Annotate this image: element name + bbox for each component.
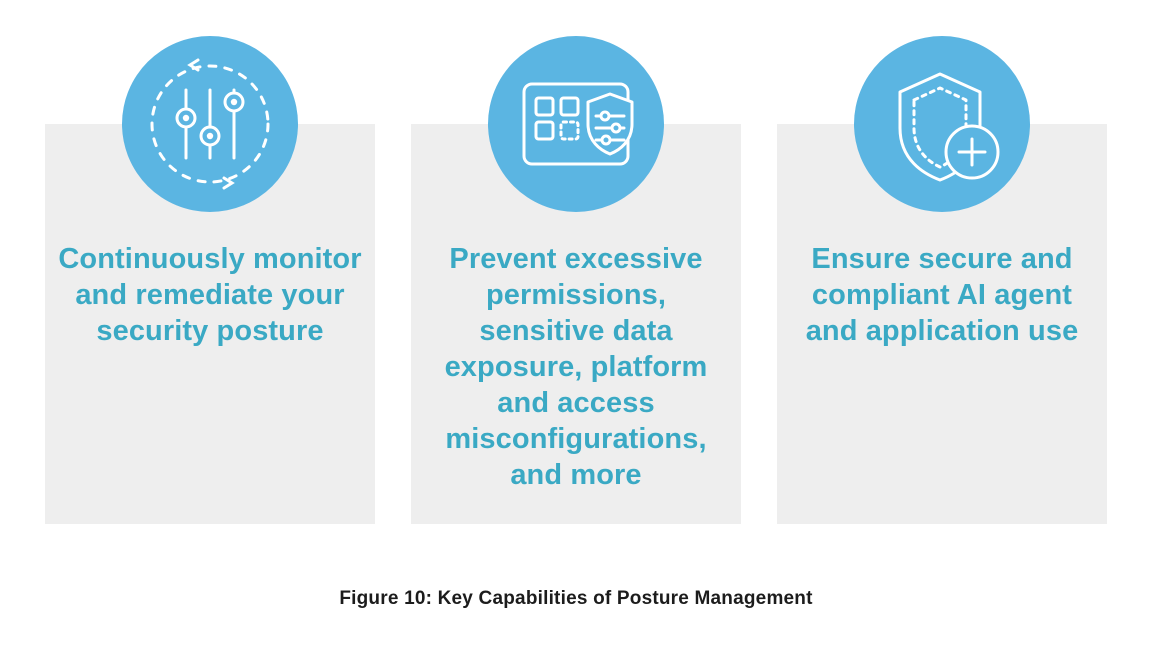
- sliders-in-dashed-circle-icon: [122, 36, 298, 212]
- capability-card-1-text: Continuously monitor and remediate your security posture: [58, 243, 362, 347]
- figure-caption: Figure 10: Key Capabilities of Posture Management: [339, 588, 813, 609]
- capability-card-1: [45, 124, 375, 524]
- capability-card-3: [777, 124, 1107, 524]
- capability-card-3-text: Ensure secure and compliant AI agent and application use: [805, 243, 1079, 347]
- capability-card-2: [411, 124, 741, 524]
- capability-card-2-text: Prevent excessive permissions, sensitive data exposure, platform and access misconfigurations, and more: [444, 243, 708, 491]
- shield-with-plus-badge-icon: [854, 36, 1030, 212]
- dashboard-with-shield-settings-icon: [488, 36, 664, 212]
